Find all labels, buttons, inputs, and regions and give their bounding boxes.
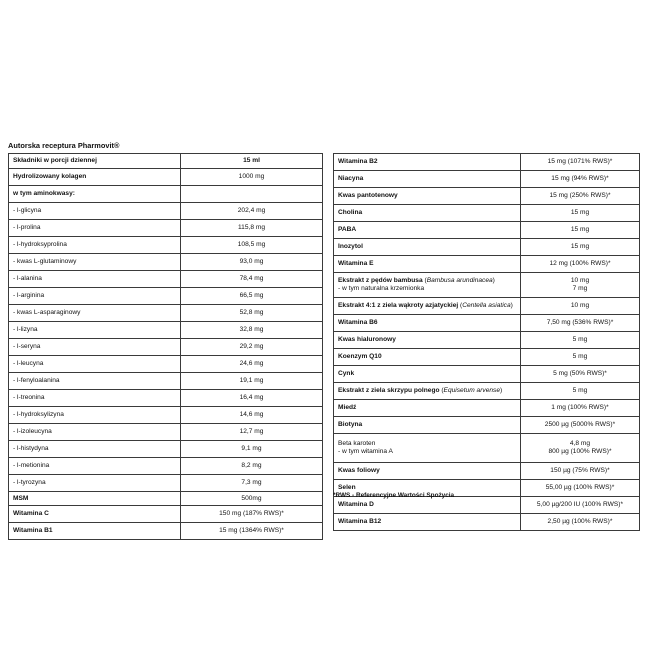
ingredient-name: Kwas hialuronowy [334, 332, 521, 349]
table-row [334, 434, 640, 463]
column-header-dose: 15 ml [181, 154, 323, 169]
ingredient-dose: 5 mg [521, 332, 640, 349]
ingredient-dose: 24,6 mg [181, 356, 323, 373]
ingredient-name: Ekstrakt z ziela skrzypu polnego (Equisetum arvense) [334, 383, 521, 400]
ingredient-name: PABA [334, 222, 521, 239]
ingredient-name: Witamina E [334, 256, 521, 273]
ingredient-dose: 5 mg [521, 349, 640, 366]
ingredient-dose-sub: 800 µg (100% RWS)* [548, 448, 612, 455]
latin-name: Bambusa arundinacea [426, 277, 493, 285]
ingredient-name: Biotyna [334, 417, 521, 434]
table-row [334, 349, 640, 366]
ingredient-name: MSM [9, 492, 181, 506]
ingredient-name: Niacyna [334, 171, 521, 188]
ingredient-name: Witamina B6 [334, 315, 521, 332]
ingredient-dose: 32,8 mg [181, 322, 323, 339]
ingredient-sub-name: - w tym naturalna krzemionka [338, 285, 425, 292]
ingredient-dose: 500mg [181, 492, 323, 506]
ingredient-dose: 150 µg (75% RWS)* [521, 463, 640, 480]
table-row [9, 475, 323, 492]
footnote: *RWS - Referencyjne Wartości Spożycia [333, 492, 455, 499]
ingredient-dose: 150 mg (187% RWS)* [181, 506, 323, 523]
table-row [9, 373, 323, 390]
ingredient-name: Cynk [334, 366, 521, 383]
table-row [334, 383, 640, 400]
ingredient-name: - l-leucyna [9, 356, 181, 373]
ingredient-name-text: Ekstrakt z pędów bambusa [338, 277, 423, 285]
ingredient-dose: 14,6 mg [181, 407, 323, 424]
table-row [334, 400, 640, 417]
table-header-row [9, 154, 323, 169]
ingredient-dose: 29,2 mg [181, 339, 323, 356]
table-row [9, 407, 323, 424]
ingredient-dose: 16,4 mg [181, 390, 323, 407]
table-row [9, 390, 323, 407]
ingredient-dose: 78,4 mg [181, 271, 323, 288]
ingredient-name: Ekstrakt 4:1 z ziela wąkroty azjatyckiej (Centella asiatica) [334, 298, 521, 315]
ingredient-dose: 5 mg (50% RWS)* [521, 366, 640, 383]
column-header-ingredient: Składniki w porcji dziennej [9, 154, 181, 169]
table-row [334, 205, 640, 222]
ingredient-name-text: Ekstrakt 4:1 z ziela wąkroty azjatyckiej [338, 302, 459, 310]
ingredient-dose: 10 mg [521, 298, 640, 315]
ingredient-name: - l-hydroksyprolina [9, 237, 181, 254]
table-row [9, 186, 323, 203]
ingredient-dose: 9,1 mg [181, 441, 323, 458]
ingredient-name: - l-metionina [9, 458, 181, 475]
ingredient-dose: 19,1 mg [181, 373, 323, 390]
table-row [9, 305, 323, 322]
latin-name: Centella asiatica [462, 302, 511, 310]
table-row [334, 366, 640, 383]
ingredient-dose: 15 mg [521, 205, 640, 222]
ingredient-dose: 108,5 mg [181, 237, 323, 254]
table-row [9, 169, 323, 186]
ingredient-name: - l-treonina [9, 390, 181, 407]
table-row [334, 514, 640, 531]
table-row [9, 492, 323, 506]
table-row [334, 332, 640, 349]
page-title: Autorska receptura Pharmovit® [8, 141, 120, 150]
ingredient-name: - l-arginina [9, 288, 181, 305]
ingredient-name: - l-prolina [9, 220, 181, 237]
ingredient-dose: 15 mg (94% RWS)* [521, 171, 640, 188]
ingredient-dose: 7,3 mg [181, 475, 323, 492]
table-row [9, 237, 323, 254]
table-row [9, 203, 323, 220]
table-row [9, 356, 323, 373]
table-row [9, 424, 323, 441]
ingredients-table-left [8, 153, 323, 540]
ingredient-dose: 5,00 µg/200 IU (100% RWS)* [521, 497, 640, 514]
ingredient-name: - kwas L-asparaginowy [9, 305, 181, 322]
ingredient-name: - l-lizyna [9, 322, 181, 339]
ingredient-sub-name: - w tym witamina A [338, 448, 393, 455]
table-row [334, 239, 640, 256]
ingredient-name: - l-seryna [9, 339, 181, 356]
table-row [9, 271, 323, 288]
table-row [334, 298, 640, 315]
ingredient-name: Hydrolizowany kolagen [9, 169, 181, 186]
ingredient-dose [181, 186, 323, 203]
ingredient-name-text: Ekstrakt z ziela skrzypu polnego [338, 387, 440, 395]
table-row [334, 256, 640, 273]
ingredient-name: - l-izoleucyna [9, 424, 181, 441]
ingredient-dose-sub: 7 mg [572, 285, 588, 292]
ingredient-dose [521, 434, 640, 463]
ingredient-dose: 115,8 mg [181, 220, 323, 237]
table-row [9, 523, 323, 540]
ingredient-name-text: Beta karoten [338, 440, 376, 448]
ingredient-dose: 55,00 µg (100% RWS)* [521, 480, 640, 497]
ingredient-dose: 12,7 mg [181, 424, 323, 441]
table-row [9, 220, 323, 237]
table-row [334, 315, 640, 332]
ingredient-dose: 52,8 mg [181, 305, 323, 322]
ingredient-name: - l-hydroksylizyna [9, 407, 181, 424]
table-row [9, 458, 323, 475]
ingredient-name: - l-histydyna [9, 441, 181, 458]
ingredient-dose: 15 mg (1364% RWS)* [181, 523, 323, 540]
table-row [334, 273, 640, 298]
ingredient-name: Witamina B2 [334, 154, 521, 171]
table-row [9, 339, 323, 356]
table-row [334, 417, 640, 434]
ingredient-dose: 2,50 µg (100% RWS)* [521, 514, 640, 531]
latin-name: Equisetum arvense [443, 387, 500, 395]
ingredient-dose: 5 mg [521, 383, 640, 400]
ingredient-name: - l-alanina [9, 271, 181, 288]
ingredient-dose: 1000 mg [181, 169, 323, 186]
ingredient-dose: 15 mg [521, 239, 640, 256]
ingredient-name: - kwas L-glutaminowy [9, 254, 181, 271]
ingredient-name: Cholina [334, 205, 521, 222]
ingredient-name: Witamina C [9, 506, 181, 523]
ingredient-dose: 15 mg (1071% RWS)* [521, 154, 640, 171]
ingredient-name: w tym aminokwasy: [9, 186, 181, 203]
table-row [334, 497, 640, 514]
ingredient-dose [521, 273, 640, 298]
ingredient-dose-main: 4,8 mg [569, 440, 591, 448]
ingredient-dose: 12 mg (100% RWS)* [521, 256, 640, 273]
ingredient-dose: 66,5 mg [181, 288, 323, 305]
ingredients-table-right [333, 153, 640, 531]
ingredient-name: Koenzym Q10 [334, 349, 521, 366]
table-row [9, 506, 323, 523]
table-row [9, 288, 323, 305]
ingredient-dose: 8,2 mg [181, 458, 323, 475]
ingredient-name: Witamina B12 [334, 514, 521, 531]
table-row [334, 171, 640, 188]
table-row [334, 188, 640, 205]
ingredient-dose: 7,50 mg (536% RWS)* [521, 315, 640, 332]
ingredient-name: - l-tyrozyna [9, 475, 181, 492]
table-row [334, 154, 640, 171]
ingredient-dose: 15 mg [521, 222, 640, 239]
ingredient-dose: 1 mg (100% RWS)* [521, 400, 640, 417]
ingredient-name [334, 434, 521, 463]
ingredient-dose: 2500 µg (5000% RWS)* [521, 417, 640, 434]
ingredient-name: Inozytol [334, 239, 521, 256]
ingredient-dose: 202,4 mg [181, 203, 323, 220]
ingredient-name: - l-glicyna [9, 203, 181, 220]
ingredient-dose-main: 10 mg [570, 277, 590, 285]
ingredient-dose: 93,0 mg [181, 254, 323, 271]
ingredient-name: Ekstrakt z pędów bambusa (Bambusa arundinacea) - w tym naturalna krzemionka [334, 273, 521, 298]
table-row [9, 441, 323, 458]
ingredient-name: - l-fenyloalanina [9, 373, 181, 390]
ingredient-name: Witamina B1 [9, 523, 181, 540]
table-row [334, 463, 640, 480]
ingredient-name: Selen [334, 480, 521, 497]
ingredient-name: Kwas foliowy [334, 463, 521, 480]
table-row [334, 222, 640, 239]
ingredient-name: Miedź [334, 400, 521, 417]
ingredient-dose: 15 mg (250% RWS)* [521, 188, 640, 205]
table-row [9, 254, 323, 271]
ingredient-name: Kwas pantotenowy [334, 188, 521, 205]
table-row [9, 322, 323, 339]
ingredient-name: Witamina D [334, 497, 521, 514]
